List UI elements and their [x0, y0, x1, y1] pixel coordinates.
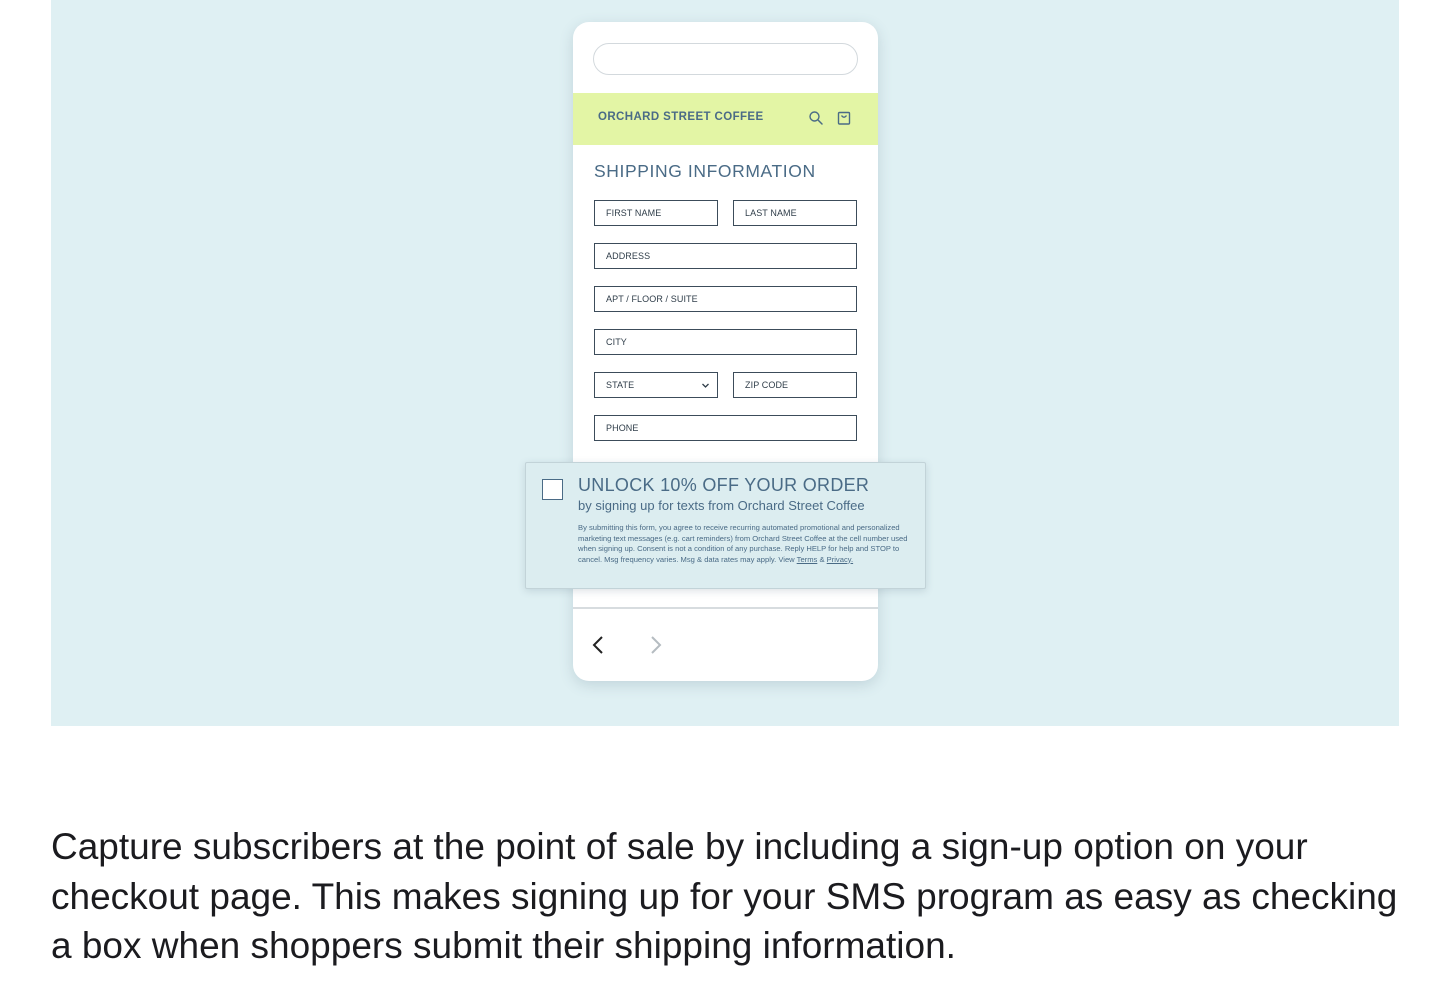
apt-field[interactable]	[594, 286, 857, 312]
store-name: ORCHARD STREET COFFEE	[598, 111, 764, 123]
apt-placeholder: APT / FLOOR / SUITE	[606, 294, 698, 304]
zip-code-placeholder: ZIP CODE	[745, 380, 789, 390]
amp-text: &	[819, 554, 825, 564]
sms-signup-card	[525, 462, 926, 589]
zip-code-field[interactable]	[733, 372, 857, 398]
state-placeholder: STATE	[606, 380, 635, 390]
last-name-placeholder: LAST NAME	[745, 208, 797, 218]
caption-text: Capture subscribers at the point of sale by including a sign-up option on your checkout page. This makes signing up for your SMS program as easy as checking a box when shoppers submit their shipping information.	[51, 826, 1398, 966]
address-field[interactable]	[594, 243, 857, 269]
terms-link[interactable]: Terms	[796, 554, 818, 564]
offer-subtitle: by signing up for texts from Orchard Street Coffee	[578, 498, 865, 513]
address-placeholder: ADDRESS	[606, 251, 651, 261]
browser-nav-divider	[573, 607, 878, 609]
chevron-down-icon	[701, 381, 710, 390]
state-select[interactable]	[594, 372, 718, 398]
back-button[interactable]	[589, 632, 609, 658]
chevron-left-icon	[589, 632, 609, 658]
shopping-bag-icon[interactable]	[836, 110, 852, 126]
offer-title: UNLOCK 10% OFF YOUR ORDER	[578, 475, 870, 495]
sms-opt-in-checkbox[interactable]	[542, 479, 563, 500]
city-placeholder: CITY	[606, 337, 627, 347]
form-title: SHIPPING INFORMATION	[594, 161, 816, 181]
first-name-field[interactable]	[594, 200, 718, 226]
disclaimer-text: By submitting this form, you agree to receive recurring automated promotional and personalized marketing text messages (e.g. cart reminders) from Orchard Street Coffee at the cell number used when signing up. Consent is not a condition of any purchase. Reply HELP for help and STOP to cancel. Msg frequency varies. Msg & data rates may apply. View	[578, 523, 908, 564]
phone-placeholder: PHONE	[606, 423, 639, 433]
phone-field[interactable]	[594, 415, 857, 441]
city-field[interactable]	[594, 329, 857, 355]
first-name-placeholder: FIRST NAME	[606, 208, 662, 218]
forward-button[interactable]	[645, 632, 665, 658]
store-header	[573, 93, 878, 145]
chevron-right-icon	[645, 632, 665, 658]
search-icon[interactable]	[808, 110, 824, 126]
legal-disclaimer	[578, 523, 908, 565]
last-name-field[interactable]	[733, 200, 857, 226]
browser-url-bar[interactable]	[593, 43, 858, 75]
privacy-link[interactable]: Privacy.	[826, 554, 854, 564]
